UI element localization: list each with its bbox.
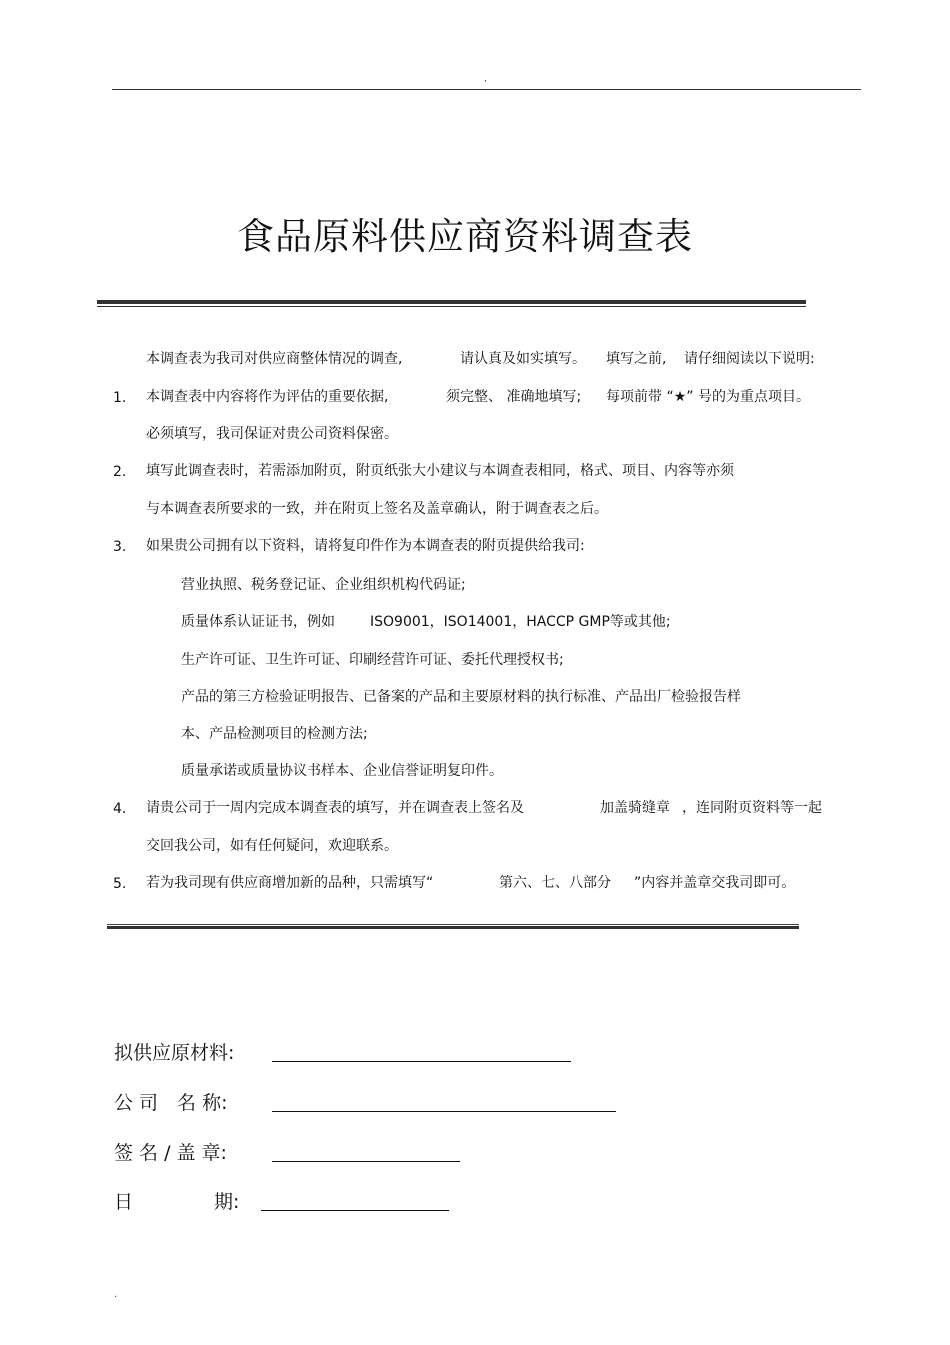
material-field[interactable] (272, 1061, 571, 1062)
title-divider (97, 300, 806, 307)
sub-item-3: 生产许可证、卫生许可证、印刷经营许可证、委托代理授权书; (181, 652, 564, 668)
header-mark: , (484, 74, 487, 84)
signature-seal-field[interactable] (272, 1161, 460, 1162)
item-1-text-b: 须完整、 准确地填写; (446, 389, 582, 405)
sub-item-5: 质量承诺或质量协议书样本、企业信誉证明复印件。 (181, 763, 503, 779)
item-4-continuation: 交回我公司，如有任何疑问，欢迎联系。 (146, 838, 398, 854)
sub-item-4: 产品的第三方检验证明报告、已备案的产品和主要原材料的执行标准、产品出厂检验报告样 (181, 689, 741, 705)
item-1-text-c: 每项前带 “★” 号的为重点项目。 (606, 389, 810, 405)
intro-part-4: 请仔细阅读以下说明: (684, 351, 815, 367)
item-4-text-b: 加盖骑缝章 (600, 800, 670, 816)
date-field[interactable] (261, 1210, 449, 1211)
item-1-text-a: 本调查表中内容将作为评估的重要依据, (146, 389, 389, 405)
sub-item-1: 营业执照、税务登记证、企业组织机构代码证; (181, 577, 466, 593)
intro-part-3: 填写之前, (606, 351, 667, 367)
company-name-label: 公 司 名 称: (114, 1092, 228, 1114)
item-5-text-c: ”内容并盖章交我司即可。 (634, 875, 796, 891)
item-1-continuation: 必须填写，我司保证对贵公司资料保密。 (146, 426, 398, 442)
item-3-text: 如果贵公司拥有以下资料，请将复印件作为本调查表的附页提供给我司: (146, 538, 585, 554)
item-5-text-a: 若为我司现有供应商增加新的品种，只需填写“ (146, 875, 434, 891)
item-4-text-c: ，连同附页资料等一起 (682, 800, 822, 816)
intro-part-1: 本调查表为我司对供应商整体情况的调查, (146, 351, 403, 367)
sub-item-2-a: 质量体系认证证书，例如 (181, 614, 335, 630)
sub-item-4-continuation: 本、产品检测项目的检测方法; (181, 726, 368, 742)
instructions-divider (107, 924, 799, 929)
item-number: 2. (113, 464, 127, 480)
item-2-text: 填写此调查表时，若需添加附页，附页纸张大小建议与本调查表相同，格式、项目、内容等亦须 (146, 463, 734, 479)
company-name-field[interactable] (272, 1111, 616, 1112)
intro-part-2: 请认真及如实填写。 (460, 351, 586, 367)
header-rule (112, 89, 861, 90)
item-number: 3. (113, 539, 127, 555)
item-5-text-b: 第六、七、八部分 (499, 875, 611, 891)
footer-mark: . (114, 1289, 118, 1300)
material-label: 拟供应原材料: (114, 1042, 235, 1064)
signature-seal-label: 签 名 / 盖 章: (114, 1142, 227, 1164)
page-title: 食品原料供应商资料调查表 (237, 215, 693, 258)
item-2-continuation: 与本调查表所要求的一致，并在附页上签名及盖章确认，附于调查表之后。 (146, 501, 608, 517)
date-label-char: 日 (114, 1191, 134, 1213)
item-number: 4. (113, 801, 127, 817)
sub-item-2-b: ISO9001，ISO14001，HACCP GMP等或其他; (370, 614, 671, 630)
item-4-text-a: 请贵公司于一周内完成本调查表的填写，并在调查表上签名及 (146, 800, 524, 816)
item-number: 1. (113, 390, 127, 406)
item-number: 5. (113, 876, 127, 892)
date-label: 期: (214, 1191, 240, 1213)
